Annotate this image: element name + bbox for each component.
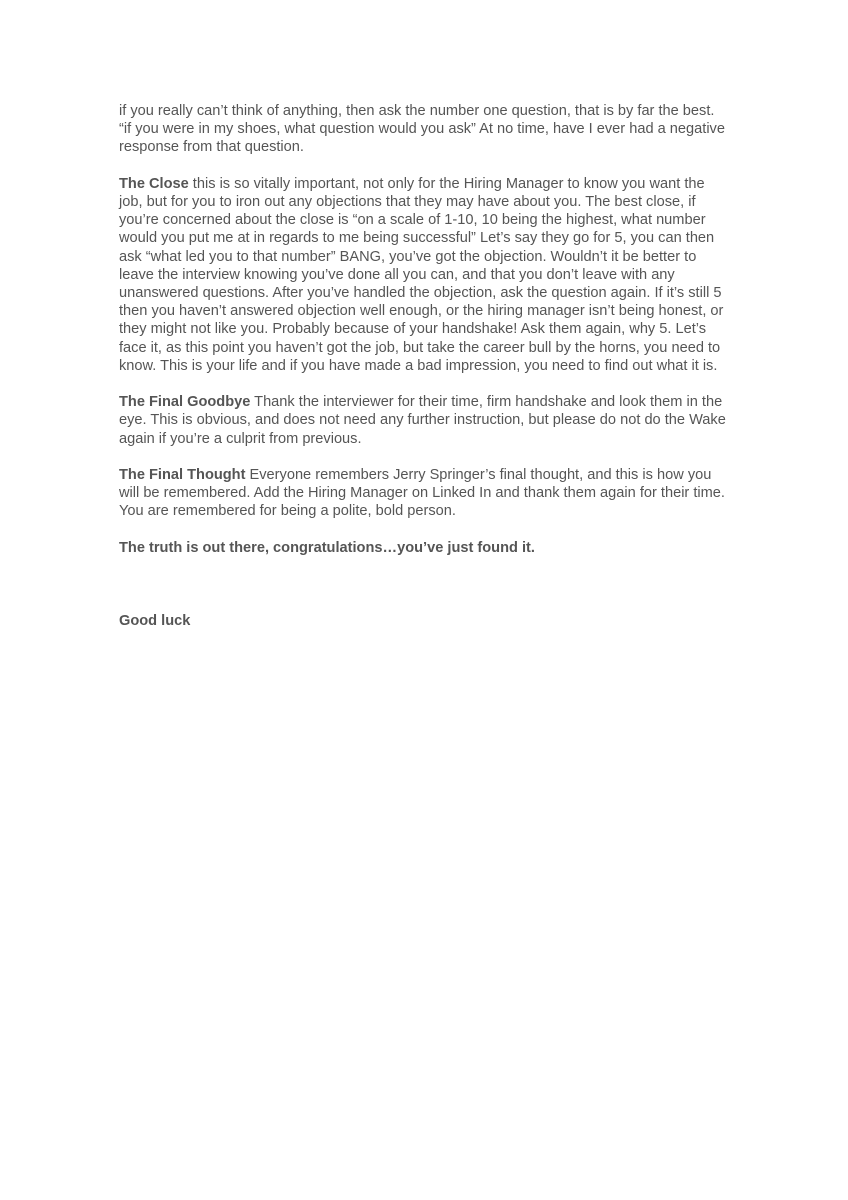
document-page bbox=[119, 102, 729, 648]
blank-lines bbox=[119, 575, 729, 611]
paragraph-text: this is so vitally important, not only for the Hiring Manager to know you want the job, but for you to iron out any objections that they may have about you. The best close, if you’re concerned about the close is “on a scale of 1-10, 10 being the highest, what number would you put me at in regards to me being successful” Let’s say they go for 5, you can then ask “what led you to that number” BANG, you’ve got the objection. Wouldn’t it be better to leave the interview knowing you’ve done all you can, and that you don’t leave with any unanswered questions. After you’ve handled the objection, ask the question again. If it’s still 5 then you haven’t answered objection well enough, or the hiring manager isn’t being honest, or they might not like you. Probably because of your handshake! Ask them again, why 5. Let’s face it, as this point you haven’t got the job, but take the career bull by the horns, you need to know. This is your life and if you have made a bad impression, you need to find out what it is. bbox=[119, 175, 724, 374]
paragraph-the-close bbox=[119, 175, 729, 375]
sign-off: Good luck bbox=[119, 612, 191, 629]
paragraph-text: Everyone remembers Jerry Springer’s final thought, and this is how you will be remembered. Add the Hiring Manager on Linked In and thank them again for their time. You are remembered for being a polite, bold person. bbox=[119, 467, 725, 520]
paragraph-final-goodbye bbox=[119, 393, 729, 448]
closing-statement: The truth is out there, congratulations…you’ve just found it. bbox=[119, 539, 535, 556]
paragraph-text: Thank the interviewer for their time, firm handshake and look them in the eye. This is obvious, and does not need any further instruction, but please do not do the Wake again if you’re a culprit from previous. bbox=[119, 394, 726, 447]
paragraph-text: if you really can’t think of anything, then ask the number one question, that is by far the best. “if you were in my shoes, what question would you ask” At no time, have I ever had a negative response from that question. bbox=[119, 103, 725, 156]
section-heading-the-close: The Close bbox=[119, 175, 189, 192]
paragraph-last-question bbox=[119, 102, 729, 157]
paragraph-final-thought bbox=[119, 466, 729, 521]
section-heading-final-thought: The Final Thought bbox=[119, 467, 246, 484]
section-heading-final-goodbye: The Final Goodbye bbox=[119, 394, 251, 411]
